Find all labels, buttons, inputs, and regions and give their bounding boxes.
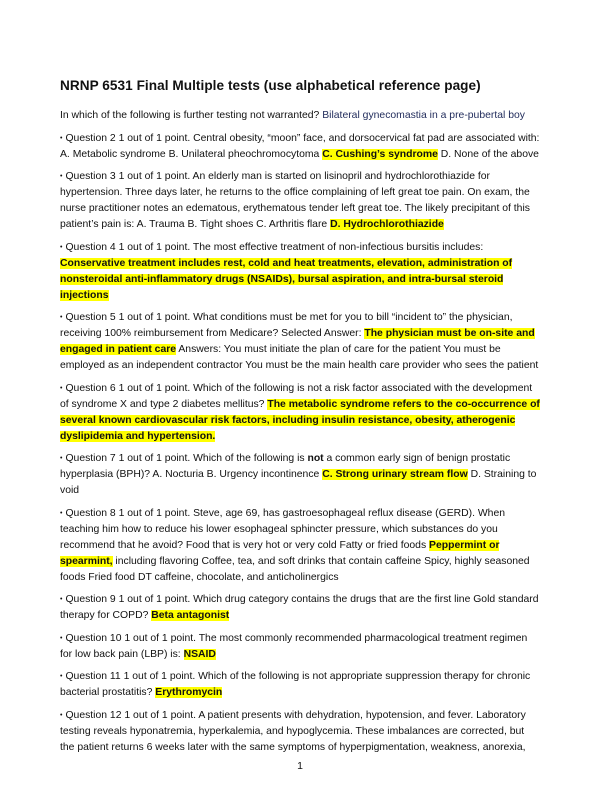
highlighted-answer: Peppermint or spearmint, — [60, 539, 500, 567]
highlighted-answer: Erythromycin — [155, 687, 223, 698]
highlighted-answer: NSAID — [183, 648, 216, 660]
bullet-icon: • — [60, 384, 63, 392]
question-text: Question 4 1 out of 1 point. The most effective treatment of non-infectious bursitis includes: — [65, 241, 484, 253]
question-text: Question 5 1 out of 1 point. What conditions must be met for you to bill “incident to” the physician, receiving 100% reimbursement from Medicare? Selected Answer: — [60, 312, 513, 339]
intro-question — [60, 108, 540, 124]
bullet-icon: • — [60, 673, 63, 680]
question-text: Question 10 1 out of 1 point. The most commonly recommended pharmacological treatment regimen for low back pain (LBP) is: — [60, 632, 528, 660]
bullet-icon: • — [60, 634, 63, 642]
highlighted-answer: Beta antagonist — [151, 610, 230, 621]
page-title: NRNP 6531 Final Multiple tests (use alphabetical reference page) — [60, 78, 481, 93]
question-8 — [60, 506, 540, 586]
highlighted-answer: C. Cushing’s syndrome — [322, 148, 438, 160]
question-5 — [60, 310, 540, 374]
question-11 — [60, 669, 540, 701]
question-text: Question 2 1 out of 1 point. Central obesity, “moon” face, and dorsocervical fat pad are associated with: A. Metabolic syndrome B. Unilateral pheochromocytoma — [60, 132, 540, 160]
question-text-after: D. None of the above — [437, 148, 539, 160]
question-text: Question 7 1 out of 1 point. Which of the following is — [65, 453, 308, 464]
question-6 — [60, 381, 540, 445]
emphasis-not: not — [307, 453, 324, 464]
question-text: Question 6 1 out of 1 point. Which of the following is not a risk factor associated with the development of syndrome X and type 2 diabetes mellitus? — [60, 382, 533, 410]
intro-question-text: In which of the following is further testing not warranted? — [60, 110, 320, 121]
bullet-icon: • — [60, 173, 63, 180]
question-text-mid: a common early sign of benign prostatic hyperplasia (BPH)? A. Nocturia B. Urgency incontinence — [60, 453, 511, 480]
question-3 — [60, 169, 540, 233]
question-text: Question 12 1 out of 1 point. A patient presents with dehydration, hypotension, and fever. Laboratory testing reveals hyponatremia, hyperkalemia, and hypoglycemia. These imbalances are corrected, but the patient returns 6 weeks later with the same symptoms of hyperpigmentation, weakness, anorexia, — [60, 709, 526, 753]
question-text: Question 8 1 out of 1 point. Steve, age 69, has gastroesophageal reflux disease (GERD). When teaching him how to reduce his lower esophageal sphincter pressure, which substances do you recommend that he avoid? Food that is very hot or very cold Fatty or fried foods — [60, 507, 506, 551]
highlighted-answer: D. Hydrochlorothiazide — [330, 219, 444, 230]
question-text: Question 9 1 out of 1 point. Which drug category contains the drugs that are the first line Gold standard therapy for COPD? — [60, 594, 539, 621]
question-10 — [60, 631, 540, 663]
question-text-after: Answers: You must initiate the plan of care for the patient You must be employed as an independent contractor You must be the main health care provider who sees the patient — [60, 344, 539, 371]
bullet-icon: • — [60, 711, 63, 719]
question-text: Question 11 1 out of 1 point. Which of the following is not appropriate suppression therapy for chronic bacterial prostatitis? — [60, 671, 531, 698]
question-12 — [60, 708, 540, 756]
question-text-after: D. Straining to void — [60, 469, 537, 496]
question-4 — [60, 240, 540, 304]
question-text-after: including flavoring Coffee, tea, and soft drinks that contain caffeine Spicy, highly seasoned foods Fried food DT caffeine, chocolate, and anticholinergics — [60, 555, 530, 583]
bullet-icon: • — [60, 243, 63, 251]
question-7 — [60, 451, 540, 499]
intro-answer: Bilateral gynecomastia in a pre-pubertal boy — [322, 110, 525, 121]
question-9 — [60, 592, 540, 624]
bullet-icon: • — [60, 134, 63, 142]
bullet-icon: • — [60, 509, 63, 517]
bullet-icon: • — [60, 455, 63, 462]
question-2 — [60, 131, 540, 163]
page-number: 1 — [297, 760, 303, 772]
highlighted-answer: The metabolic syndrome refers to the co-occurrence of several known cardiovascular risk factors, including insulin resistance, obesity, atherogenic dyslipidemia and hypertension. — [60, 398, 540, 442]
highlighted-answer: The physician must be on-site and engaged in patient care — [60, 328, 535, 355]
highlighted-answer: Conservative treatment includes rest, cold and heat treatments, elevation, administration of nonsteroidal anti-inflammatory drugs (NSAIDs), bursal aspiration, and intra-bursal steroid injections — [60, 257, 513, 301]
bullet-icon: • — [60, 314, 63, 321]
highlighted-answer: C. Strong urinary stream flow — [322, 469, 468, 480]
question-text: Question 3 1 out of 1 point. An elderly man is started on lisinopril and hydrochlorothiazide for hypertension. Three days later, he returns to the office complaining of left great toe pain. On exam, the nurse practitioner notes an edematous, erythematous tender left great toe. The likely precipitant of this patient’s pain is: A. Trauma B. Tight shoes C. Arthritis flare — [60, 171, 530, 230]
bullet-icon: • — [60, 596, 63, 603]
